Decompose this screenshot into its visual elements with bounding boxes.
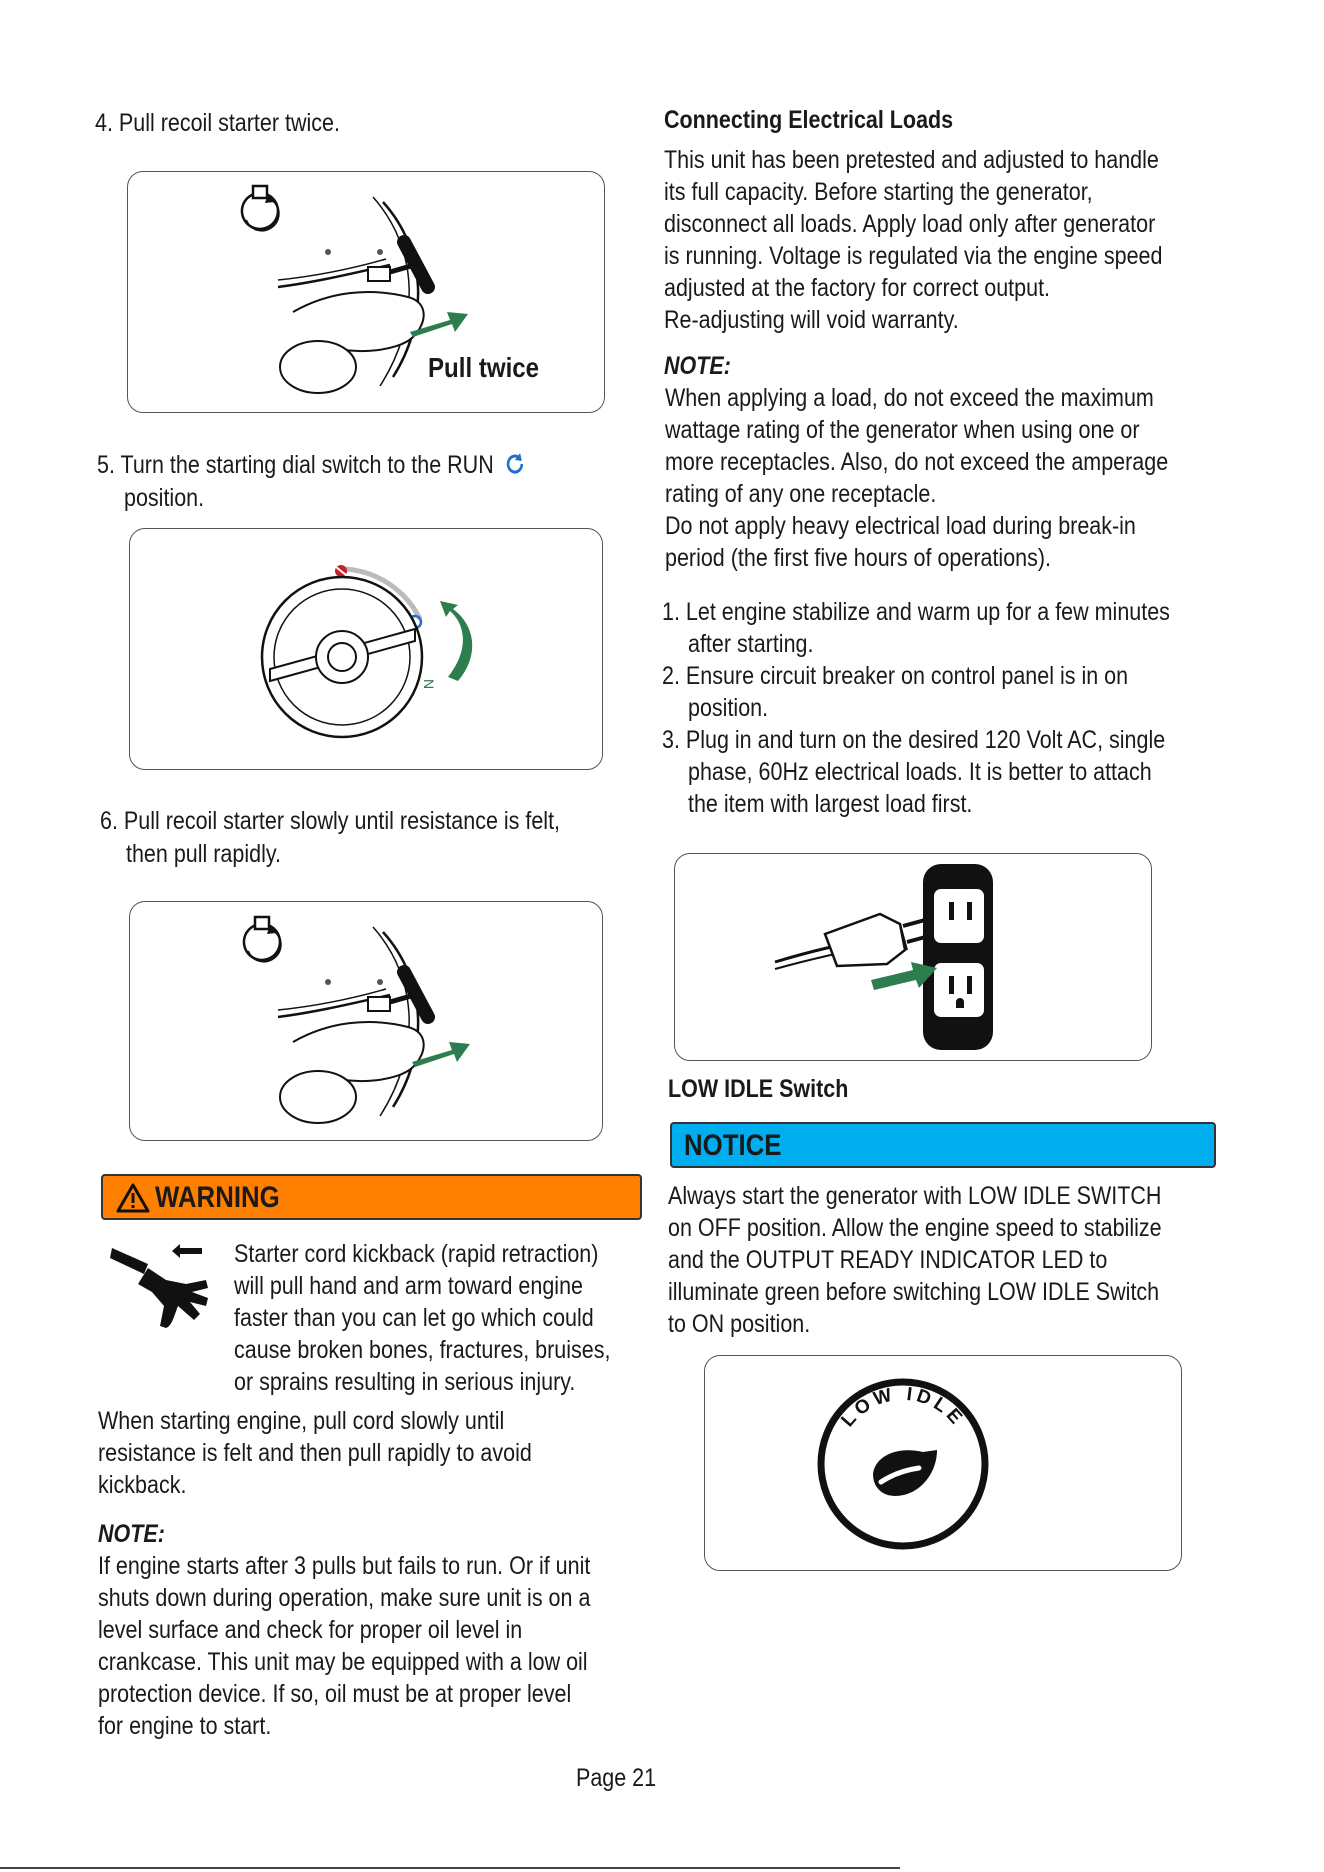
notice-title: NOTICE — [684, 1129, 782, 1162]
left-note-text-6: for engine to start. — [98, 1712, 272, 1740]
left-note-text-3: level surface and check for proper oil level in — [98, 1616, 523, 1644]
right-note-text-6: period (the first five hours of operations). — [665, 544, 1051, 572]
left-note-text-4: crankcase. This unit may be equipped with a low oil — [98, 1648, 588, 1676]
intro-text-2: its full capacity. Before starting the generator, — [664, 178, 1093, 206]
right-note-text-3: more receptacles. Also, do not exceed the amperage — [665, 448, 1169, 476]
left-note-text-5: protection device. If so, oil must be at proper level — [98, 1680, 572, 1708]
right-note-text-1: When applying a load, do not exceed the maximum — [665, 384, 1154, 412]
left-note-text-2: shuts down during operation, make sure unit is on a — [98, 1584, 591, 1612]
intro-text-5: adjusted at the factory for correct output. — [664, 274, 1051, 302]
notice-text-4: illuminate green before switching LOW IDLE Switch — [668, 1278, 1160, 1306]
warning-triangle-icon — [115, 1182, 151, 1214]
load-step-3-cont-2: the item with largest load first. — [688, 790, 973, 818]
low-idle-logo-text: LOW IDLE — [837, 1383, 969, 1432]
svg-text:N: N — [421, 679, 437, 690]
figure-low-idle-switch — [704, 1355, 1182, 1571]
notice-text-2: on OFF position. Allow the engine speed to stabilize — [668, 1214, 1162, 1242]
warning-text-2: will pull hand and arm toward engine — [234, 1272, 583, 1300]
step-4-text: 4. Pull recoil starter twice. — [95, 109, 340, 137]
advice-text-2: resistance is felt and then pull rapidly to avoid — [98, 1439, 532, 1467]
notice-text-5: to ON position. — [668, 1310, 811, 1338]
notice-bar — [670, 1122, 1216, 1168]
warning-title: WARNING — [155, 1181, 280, 1214]
right-note-text-2: wattage rating of the generator when using one or — [665, 416, 1140, 444]
load-step-2-cont: position. — [688, 694, 769, 722]
warning-text-1: Starter cord kickback (rapid retraction) — [234, 1240, 599, 1268]
step-5-text: 5. Turn the starting dial switch to the RUN — [97, 449, 526, 482]
right-note-text-4: rating of any one receptacle. — [665, 480, 937, 508]
advice-text-1: When starting engine, pull cord slowly until — [98, 1407, 505, 1435]
figure-starting-dial — [129, 528, 603, 770]
load-step-2: 2. Ensure circuit breaker on control panel is in on — [662, 662, 1129, 690]
load-step-1: 1. Let engine stabilize and warm up for a few minutes — [662, 598, 1170, 626]
connecting-loads-heading: Connecting Electrical Loads — [664, 106, 954, 134]
left-note-text-1: If engine starts after 3 pulls but fails to run. Or if unit — [98, 1552, 591, 1580]
load-step-3: 3. Plug in and turn on the desired 120 Volt AC, single — [662, 726, 1166, 754]
figure-pull-twice — [127, 171, 605, 413]
notice-text-3: and the OUTPUT READY INDICATOR LED to — [668, 1246, 1108, 1274]
receptacle-plug-illustration — [675, 854, 1152, 1061]
intro-text-3: disconnect all loads. Apply load only after generator — [664, 210, 1156, 238]
run-icon — [505, 452, 526, 476]
intro-text-6: Re-adjusting will void warranty. — [664, 306, 959, 334]
figure-plug-receptacle — [674, 853, 1152, 1061]
step-6-text-cont: then pull rapidly. — [126, 840, 281, 868]
page-number: Page 21 — [576, 1764, 657, 1792]
load-step-3-cont-1: phase, 60Hz electrical loads. It is better to attach — [688, 758, 1152, 786]
figure-pull-rapidly — [129, 901, 603, 1141]
recoil-starter-illustration-2 — [130, 902, 603, 1141]
right-note-text-5: Do not apply heavy electrical load during break-in — [665, 512, 1136, 540]
advice-text-3: kickback. — [98, 1471, 187, 1499]
left-note-title: NOTE: — [98, 1520, 165, 1548]
low-idle-heading: LOW IDLE Switch — [668, 1075, 849, 1103]
warning-text-5: or sprains resulting in serious injury. — [234, 1368, 576, 1396]
low-idle-logo — [705, 1356, 1182, 1571]
bottom-rule — [0, 1867, 900, 1869]
intro-text-4: is running. Voltage is regulated via the engine speed — [664, 242, 1163, 270]
step-6-text: 6. Pull recoil starter slowly until resistance is felt, — [100, 807, 561, 835]
intro-text-1: This unit has been pretested and adjusted to handle — [664, 146, 1159, 174]
kickback-hand-icon — [108, 1240, 218, 1330]
notice-text-1: Always start the generator with LOW IDLE SWITCH — [668, 1182, 1162, 1210]
warning-text-4: cause broken bones, fractures, bruises, — [234, 1336, 611, 1364]
warning-text-3: faster than you can let go which could — [234, 1304, 594, 1332]
warning-bar — [101, 1174, 642, 1220]
starting-dial-illustration — [130, 529, 603, 770]
pull-twice-label: Pull twice — [428, 352, 540, 383]
load-step-1-cont: after starting. — [688, 630, 814, 658]
step-5-text-cont: position. — [124, 484, 205, 512]
right-note-title: NOTE: — [664, 352, 731, 380]
